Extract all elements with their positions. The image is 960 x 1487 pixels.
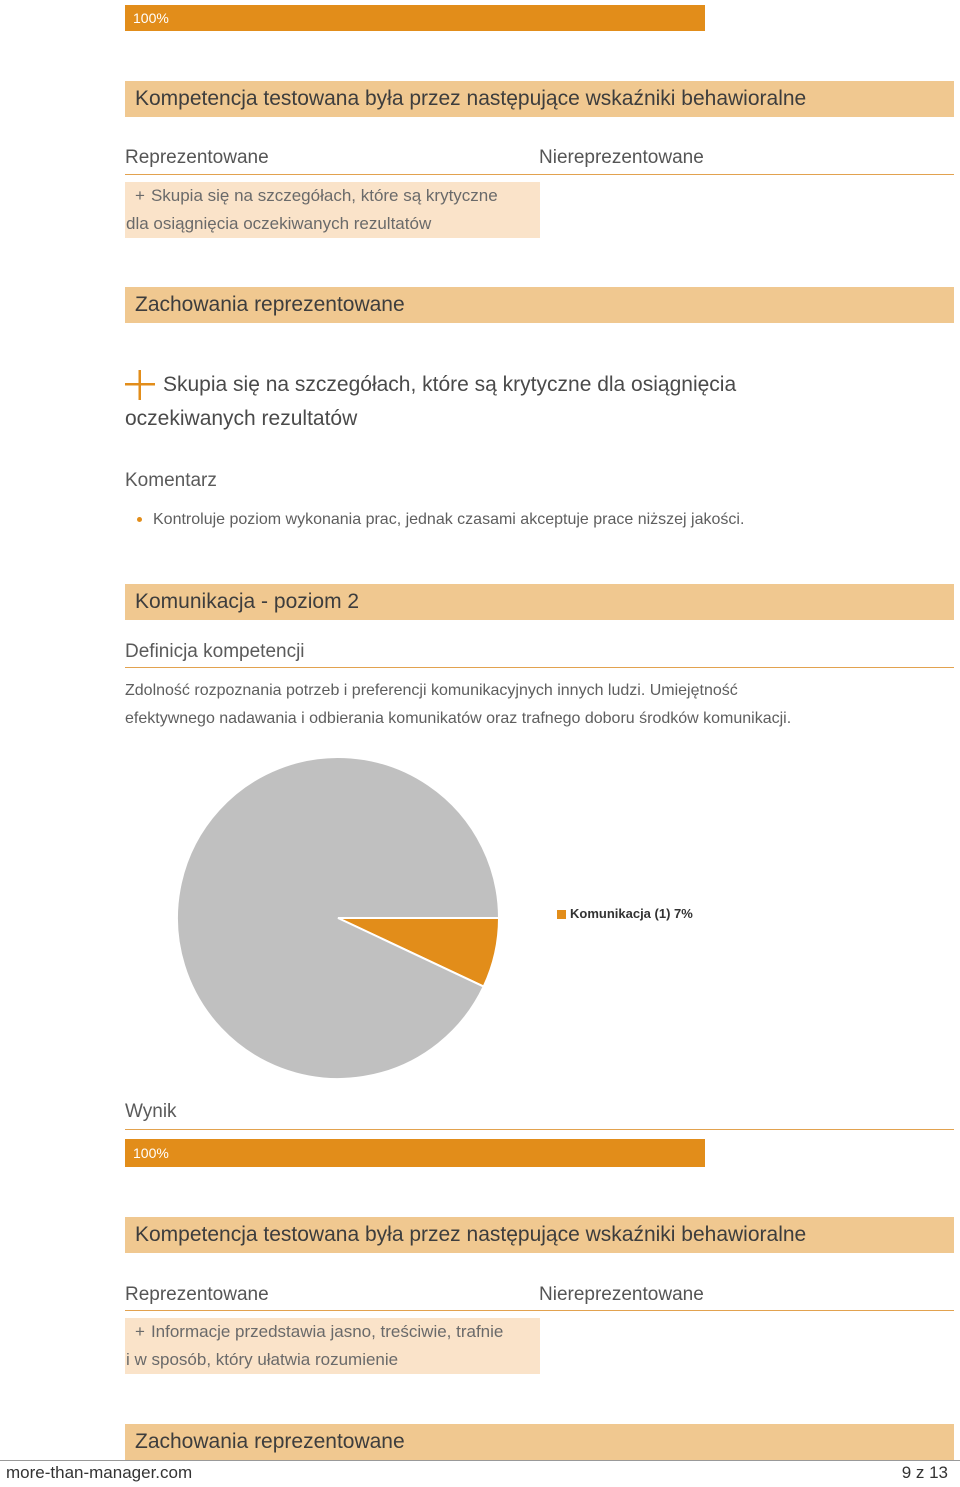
plus-icon: + (135, 186, 145, 205)
section-banner-behaviors (125, 287, 954, 323)
banner-title: Komunikacja - poziom 2 (135, 590, 360, 613)
comment-label: Komentarz (125, 470, 217, 491)
score-bar-result-label: 100% (133, 1145, 169, 1161)
column-header-represented-2: Reprezentowane (125, 1284, 269, 1305)
column-header-rule-2 (125, 1310, 954, 1311)
plus-icon: + (135, 1322, 145, 1341)
section-banner-indicators-2 (125, 1217, 954, 1253)
footer-site: more-than-manager.com (6, 1463, 193, 1482)
definition-rule (125, 667, 954, 668)
section-banner-behaviors-2 (125, 1424, 954, 1460)
column-header-rule (125, 174, 954, 175)
indicator-represented (125, 182, 540, 238)
legend-swatch (557, 910, 566, 919)
indicator-text-line1: Skupia się na szczegółach, które są krytyczne (150, 186, 498, 205)
column-header-represented: Reprezentowane (125, 147, 269, 168)
section-banner-competency (125, 584, 954, 620)
indicator-represented-2 (125, 1318, 540, 1374)
column-header-not-represented-2: Niereprezentowane (539, 1284, 704, 1305)
pie-slice-1 (177, 757, 499, 1079)
behavior-text-line1: Skupia się na szczegółach, które są krytyczne dla osiągnięcia (163, 373, 737, 396)
result-label: Wynik (125, 1101, 177, 1122)
footer-rule (0, 1460, 960, 1461)
footer-page-number: 9 z 13 (901, 1463, 948, 1482)
indicator-text-line1: Informacje przedstawia jasno, treściwie, trafnie (150, 1322, 504, 1341)
result-rule (125, 1129, 954, 1130)
section-banner-indicators (125, 81, 954, 117)
score-bar-top-label: 100% (133, 10, 169, 26)
banner-title: Zachowania reprezentowane (135, 1430, 405, 1453)
definition-text-line1: Zdolność rozpoznania potrzeb i preferencji komunikacyjnych innych ludzi. Umiejętność (125, 682, 738, 699)
definition-label: Definicja kompetencji (125, 641, 305, 662)
plus-icon (125, 370, 155, 400)
comment-text: Kontroluje poziom wykonania prac, jednak czasami akceptuje prace niższej jakości. (153, 511, 745, 528)
column-header-not-represented: Niereprezentowane (539, 147, 704, 168)
banner-title: Zachowania reprezentowane (135, 293, 405, 316)
definition-text-line2: efektywnego nadawania i odbierania komunikatów oraz trafnego doboru środków komunikacji. (125, 710, 792, 727)
behavior-text-line2: oczekiwanych rezultatów (125, 407, 358, 430)
indicator-text-line2: i w sposób, który ułatwia rozumienie (126, 1350, 399, 1369)
score-bar-top (125, 5, 705, 31)
banner-title: Kompetencja testowana była przez następujące wskaźniki behawioralne (135, 87, 807, 110)
behavior-item (125, 368, 945, 436)
score-bar-result (125, 1139, 705, 1167)
banner-title: Kompetencja testowana była przez następujące wskaźniki behawioralne (135, 1223, 807, 1246)
bullet-icon (137, 517, 142, 522)
indicator-text-line2: dla osiągnięcia oczekiwanych rezultatów (126, 214, 432, 233)
legend-label: Komunikacja (1) 7% (570, 906, 693, 921)
pie-chart (168, 748, 508, 1088)
